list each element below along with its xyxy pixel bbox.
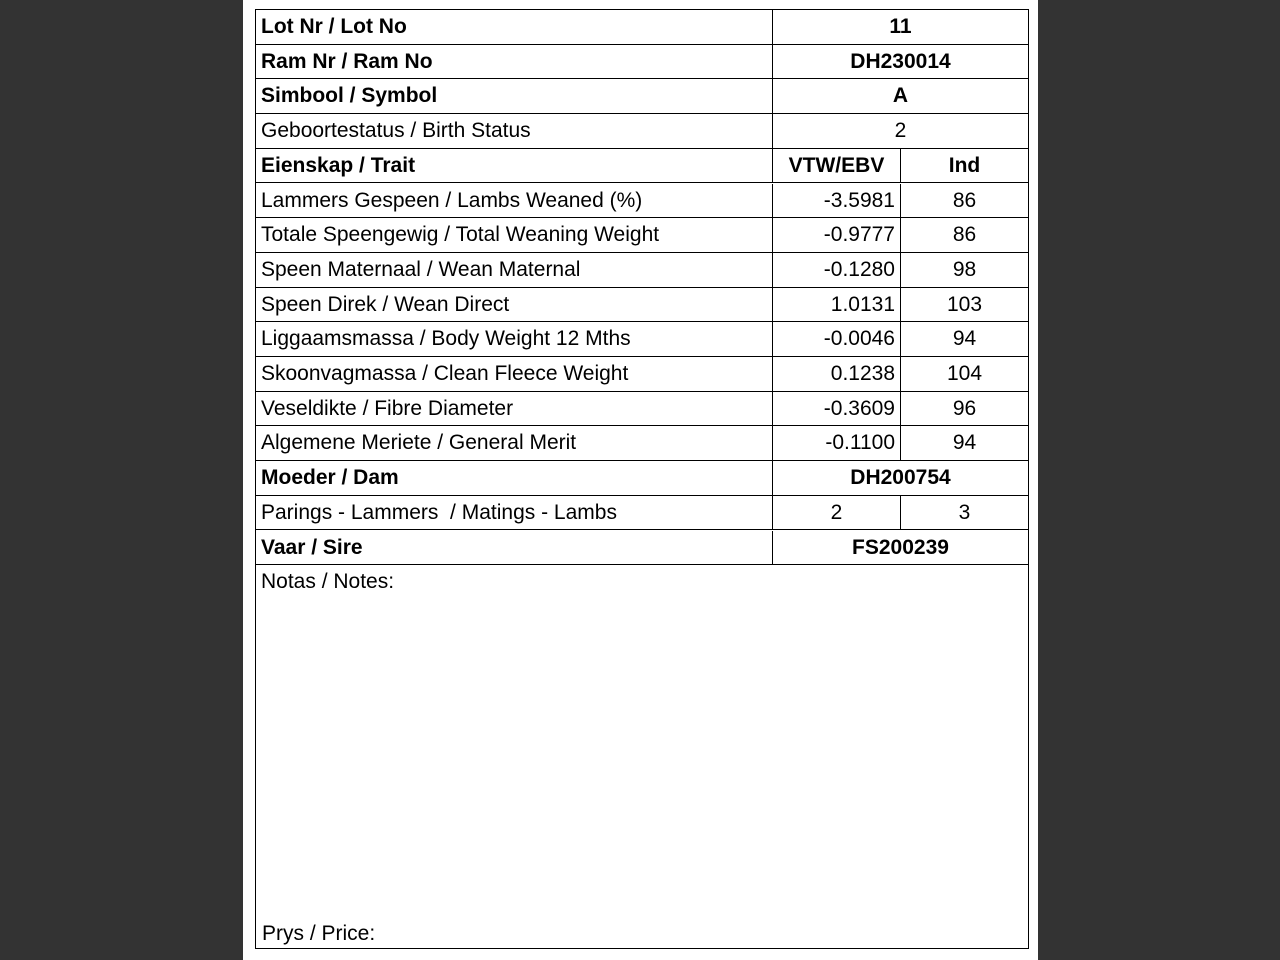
trait-label: Algemene Meriete / General Merit [256, 426, 773, 460]
notes-label: Notas / Notes: [261, 570, 395, 593]
trait-ind: 86 [952, 223, 977, 247]
lot-label: Lot Nr / Lot No [256, 10, 773, 44]
trait-ebv: 1.0131 [773, 288, 901, 322]
trait-label: Liggaamsmassa / Body Weight 12 Mths [256, 322, 773, 356]
trait-ebv: -3.5981 [773, 184, 901, 218]
ram-value: DH230014 [850, 49, 951, 73]
lot-value: 11 [889, 15, 912, 38]
trait-row [256, 288, 1028, 323]
birth-status-value: 2 [894, 119, 907, 143]
trait-row [256, 426, 1028, 461]
trait-ebv: 0.1238 [773, 357, 901, 391]
trait-ebv: -0.9777 [773, 218, 901, 252]
price-label: Prys / Price: [262, 922, 376, 945]
lambs-value: 3 [958, 500, 971, 524]
dam-row [256, 461, 1028, 496]
trait-row [256, 322, 1028, 357]
trait-ind: 86 [952, 188, 977, 212]
sire-label: Vaar / Sire [256, 531, 773, 565]
trait-ind: 103 [946, 292, 983, 316]
trait-ind: 94 [952, 431, 977, 455]
trait-ebv: -0.1100 [773, 426, 901, 460]
trait-ebv: -0.0046 [773, 322, 901, 356]
sire-value: FS200239 [852, 535, 949, 559]
trait-ebv: -0.1280 [773, 253, 901, 287]
trait-header-label: Eienskap / Trait [256, 149, 773, 183]
notes-section [256, 566, 1028, 948]
sire-row [256, 531, 1028, 566]
trait-header-row [256, 149, 1028, 184]
trait-label: Lammers Gespeen / Lambs Weaned (%) [256, 184, 773, 218]
trait-label: Speen Direk / Wean Direct [256, 288, 773, 322]
ind-header: Ind [948, 153, 981, 177]
matings-row [256, 496, 1028, 531]
trait-ebv: -0.3609 [773, 392, 901, 426]
symbol-value: A [892, 84, 909, 108]
trait-label: Totale Speengewig / Total Weaning Weight [256, 218, 773, 252]
trait-row [256, 392, 1028, 427]
ram-info-sheet [255, 9, 1029, 949]
trait-row [256, 253, 1028, 288]
trait-ind: 96 [952, 396, 977, 420]
trait-ind: 98 [952, 257, 977, 281]
trait-ind: 94 [952, 327, 977, 351]
lot-row [256, 10, 1028, 45]
symbol-row [256, 79, 1028, 114]
symbol-label: Simbool / Symbol [256, 79, 773, 113]
trait-label: Speen Maternaal / Wean Maternal [256, 253, 773, 287]
trait-label: Skoonvagmassa / Clean Fleece Weight [256, 357, 773, 391]
birth-status-row [256, 114, 1028, 149]
dam-label: Moeder / Dam [256, 461, 773, 495]
matings-label: Parings - Lammers / Matings - Lambs [256, 496, 773, 530]
trait-row [256, 184, 1028, 219]
matings-value: 2 [773, 496, 901, 530]
trait-row [256, 218, 1028, 253]
trait-ind: 104 [946, 362, 983, 385]
ram-row [256, 45, 1028, 80]
ebv-header: VTW/EBV [773, 149, 901, 183]
trait-label: Veseldikte / Fibre Diameter [256, 392, 773, 426]
trait-row [256, 357, 1028, 392]
ram-label: Ram Nr / Ram No [256, 45, 773, 79]
dam-value: DH200754 [850, 466, 951, 490]
birth-status-label: Geboortestatus / Birth Status [256, 114, 773, 148]
